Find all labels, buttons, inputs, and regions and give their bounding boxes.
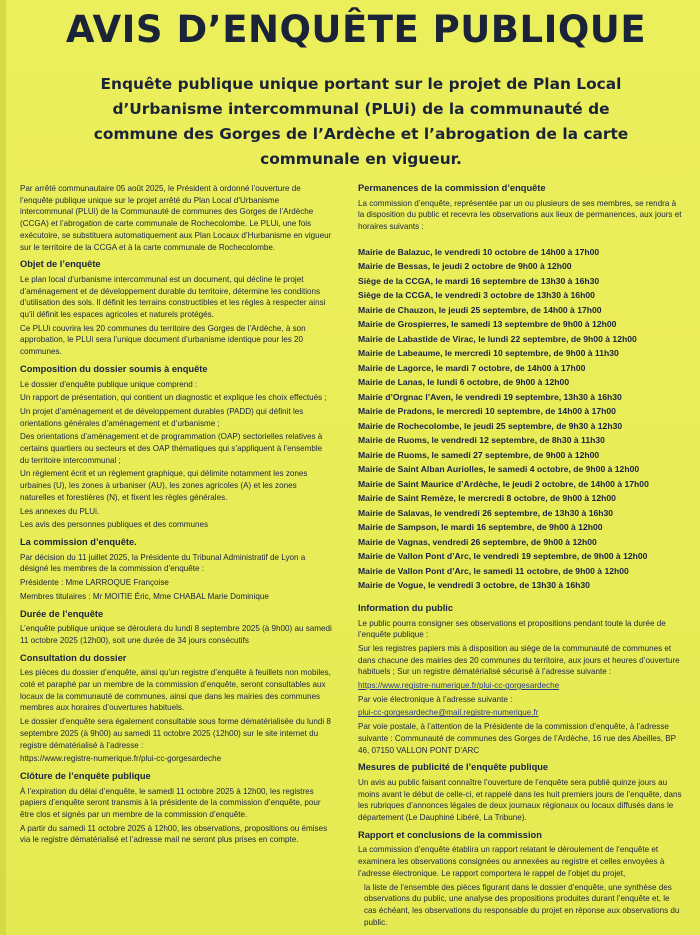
composition-item: Les avis des personnes publiques et des communes [20,520,209,530]
composition-item: Un projet d’aménagement et de développement durables (PADD) qui définit les orientations générales d’aménagement et d’urbanisme ; [20,406,304,428]
permanence-item: Mairie de Chauzon, le jeudi 25 septembre, de 14h00 à 17h00 [358,304,602,315]
permanence-item: Mairie de Balazuc, le vendredi 10 octobre de 14h00 à 17h00 [358,246,600,257]
registre-email-link[interactable]: plui-cc-gorgesardeche@mail.registre-numerique.fr [358,708,539,718]
page-subtitle [81,72,641,172]
info-heading: Information du public [358,602,454,613]
subtitle-line: commune des Gorges de l’Ardèche et l’abrogation de la carte [93,125,629,143]
consultation-url[interactable]: https://www.registre-numerique.fr/plui-cc-gorgesardeche [20,754,222,764]
commission-paragraph: Par décision du 11 juillet 2025, la Présidente du Tribunal Administratif de Lyon a désigné les membres de la commission d’enquête : [20,552,306,574]
consultation-heading: Consultation du dossier [20,652,127,663]
permanences-list [358,245,683,593]
mesures-paragraph: Un avis au public faisant connaître l’ouverture de l’enquête sera publié quinze jours au moins avant le début de celle-ci, et rappelé dans les huit premiers jours de l’enquête, dans les rubriques d’annonces légales de deux journaux régionaux ou locaux diffusés dans le département (Le Dauphiné Libéré, La Tribune). [358,777,682,823]
composition-item: Un règlement écrit et un règlement graphique, qui délimite notamment les zones urbaines (U), les zones à urbaniser (AU), les zones agricoles (A) et les zones naturelles et forestières (N), et fixent les règles générales. [20,469,308,502]
composition-item: Des orientations d’aménagement et de programmation (OAP) sectorielles relatives à certains quartiers ou secteurs et des OAP thématiques qui s’appliquent à l’ensemble du territoire intercommunal ; [20,432,323,465]
info-paragraph: Sur les registres papiers mis à disposition au siège de la communauté de communes et dans chacune des mairies des 20 communes du territoire, aux jours et heures d’ouverture habituels ; Sur un registre dématérialisé sécurisé à l’adresse suivante : [358,643,680,677]
permanence-item: Mairie d’Orgnac l’Aven, le vendredi 19 septembre, 13h30 à 16h30 [358,391,622,402]
rapport-paragraph: la liste de l’ensemble des pièces figurant dans le dossier d’enquête, une synthèse des observations du public, une analyse des propositions produites durant l’enquête et, le cas échéant, les observations du responsable du projet en réponse aux observations du public. [364,882,680,927]
duree-paragraph: L’enquête publique unique se déroulera du lundi 8 septembre 2025 (à 9h00) au samedi 11 octobre 2025 (12h00), soit une durée de 34 jours consécutifs [20,624,332,645]
commission-heading: La commission d’enquête. [20,536,137,547]
permanence-item: Mairie de Rochecolombe, le jeudi 25 septembre, de 9h30 à 12h30 [358,420,623,431]
subtitle-line: Enquête publique unique portant sur le projet de Plan Local [100,75,622,93]
permanence-item: Mairie de Saint Alban Auriolles, le samedi 4 octobre, de 9h00 à 12h00 [358,464,640,475]
permanence-item: Mairie de Labeaume, le mercredi 10 septembre, de 9h00 à 11h30 [358,348,619,359]
permanence-item: Mairie de Saint Remèze, le mercredi 8 octobre, de 9h00 à 12h00 [358,493,616,504]
permanences-heading: Permanences de la commission d’enquête [358,183,546,193]
permanence-item: Mairie de Vallon Pont d’Arc, le samedi 11 octobre, de 9h00 à 12h00 [358,565,629,576]
consultation-paragraph: Les pièces du dossier d’enquête, ainsi qu’un registre d’enquête à feuillets non mobiles, coté et paraphé par un membre de la commission d’enquête, seront consultables aux locaux de la communauté de communes, ainsi que dans les mairies des communes membres aux horaires d’ouvertures habituels. [20,668,331,713]
page-title: AVIS D’ENQUÊTE PUBLIQUE [65,8,647,51]
permanence-item: Siège de la CCGA, le vendredi 3 octobre de 13h30 à 16h00 [358,290,595,301]
info-post: Par voie postale, à l’attention de la Présidente de la commission d’enquête, à l’adresse suivante : Communauté de communes des Gorges de l’Ardèche, 16 rue des Abeilles, BP 46, 07150 VALLON PONT D’ARC [358,722,676,755]
composition-heading: Composition du dossier soumis à enquête [20,363,208,374]
permanence-item: Mairie de Lagorce, le mardi 7 octobre, de 14h00 à 17h00 [358,362,586,373]
rapport-heading: Rapport et conclusions de la commission [358,829,542,840]
objet-heading: Objet de l’enquête [20,259,101,270]
permanence-item: Mairie de Grospierres, le samedi 13 septembre de 9h00 à 12h00 [358,319,617,330]
permanence-item: Mairie de Saint Maurice d’Ardèche, le jeudi 2 octobre, de 14h00 à 17h00 [358,478,649,489]
permanence-item: Siège de la CCGA, le mardi 16 septembre de 13h30 à 16h30 [358,275,600,286]
composition-item: Le dossier d’enquête publique unique comprend : [20,379,198,389]
duree-heading: Durée de l’enquête [20,608,104,619]
permanence-item: Mairie de Vagnas, vendredi 26 septembre, de 9h00 à 12h00 [358,536,597,547]
info-mail-label: Par voie électronique à l’adresse suivante : [358,694,513,704]
info-paragraph: Le public pourra consigner ses observations et propositions pendant toute la durée de l’enquête publique : [358,618,666,640]
permanence-item: Mairie de Vallon Pont d’Arc, le vendredi 19 septembre, de 9h00 à 12h00 [358,551,648,562]
cloture-paragraph: À l’expiration du délai d’enquête, le samedi 11 octobre 2025 à 12h00, les registres papiers d’enquête seront transmis à la présidente de la commission d’enquête, pour être clos et signés par un membre de la commission d’enquête. [20,786,321,820]
permanence-item: Mairie de Labastide de Virac, le lundi 22 septembre, de 9h00 à 12h00 [358,333,637,344]
permanence-item: Mairie de Ruoms, le samedi 27 septembre, de 9h00 à 12h00 [358,449,600,460]
subtitle-line: communale en vigueur. [260,150,462,168]
right-column [358,183,683,930]
objet-paragraph: Le plan local d’urbanisme intercommunal est un document, qui décline le projet d’aménagement et de développement durable du territoire, détermine les conditions d’utilisation des sols. Il définit les terrains constructibles et les règles à respecter ainsi qu’il définit les espaces agricoles et naturels protégés. [20,274,326,320]
objet-paragraph: Ce PLUi couvrira les 20 communes du territoire des Gorges de l’Ardèche, à son approbation, le PLUi sera l’unique document d’urbanisme identique pour les 20 communes. [20,323,306,357]
registre-link[interactable]: https://www.registre-numerique.fr/plui-cc-gorgesardeche [358,681,560,691]
subtitle-line: d’Urbanisme intercommunal (PLUi) de la communauté de [112,100,610,118]
permanence-item: Mairie de Sampson, le mardi 16 septembre, de 9h00 à 12h00 [358,522,603,533]
composition-item: Un rapport de présentation, qui contient un diagnostic et explique les choix effectués ; [20,393,327,403]
cloture-heading: Clôture de l’enquête publique [20,770,151,781]
mesures-heading: Mesures de publicité de l’enquête publique [358,762,549,773]
consultation-paragraph: Le dossier d’enquête sera également consultable sous forme dématérialisée du lundi 8 septembre 2025 (à 9h00) au samedi 11 octobre 2025 (12h00) sur le site internet du registre dématérialisé à l’adresse : [20,717,331,750]
permanence-item: Mairie de Bessas, le jeudi 2 octobre de 9h00 à 12h00 [358,261,572,272]
permanence-item: Mairie de Lanas, le lundi 6 octobre, de 9h00 à 12h00 [358,377,570,388]
permanences-intro: La commission d’enquête, représentée par un ou plusieurs de ses membres, se rendra à la disposition du public et recevra les observations aux lieux de permanences, aux jours et horaires suivants : [358,198,682,232]
cloture-paragraph: A partir du samedi 11 octobre 2025 à 12h00, les observations, propositions ou émises via le registre dématérialisé et l’adresse mail ne seront plus prises en compte. [20,823,328,845]
commission-president: Présidente : Mme LARROQUE Françoise [20,578,169,588]
rapport-paragraph: La commission d’enquête établira un rapport relatant le déroulement de l’enquête et examinera les observations consignées ou annexées au registre et celles envoyées à l’adresse électronique. Le rapport comportera le rappel de l’objet du projet, [358,845,665,878]
commission-members: Membres titulaires : Mr MOITIE Éric, Mme CHABAL Marie Dominique [20,591,269,601]
left-column [20,183,332,848]
permanence-item: Mairie de Pradons, le mercredi 10 septembre, de 14h00 à 17h00 [358,406,616,417]
permanence-item: Mairie de Vogue, le vendredi 3 octobre, de 13h30 à 16h30 [358,580,590,591]
permanence-item: Mairie de Ruoms, le vendredi 12 septembre, de 8h30 à 11h30 [358,435,605,446]
permanence-item: Mairie de Salavas, le vendredi 26 septembre, de 13h30 à 16h30 [358,507,614,518]
composition-item: Les annexes du PLUi. [20,506,100,516]
intro-paragraph: Par arrêté communautaire 05 août 2025, le Président à ordonné l’ouverture de l’enquête publique unique sur le projet arrêté du Plan Local d’Urbanisme intercommunal (PLUi) de la Communauté de communes des Gorges de l’Ardèche (CCGA) et l’abrogation de carte communale de Rochecolombe. Le PLUi, une fois exécutoire, se substituera automatiquement aux Plan Locaux d’Hurbanisme en vigueur sur le territoire de la CCGA et à la carte communale de Rochecolombe. [20,184,332,252]
